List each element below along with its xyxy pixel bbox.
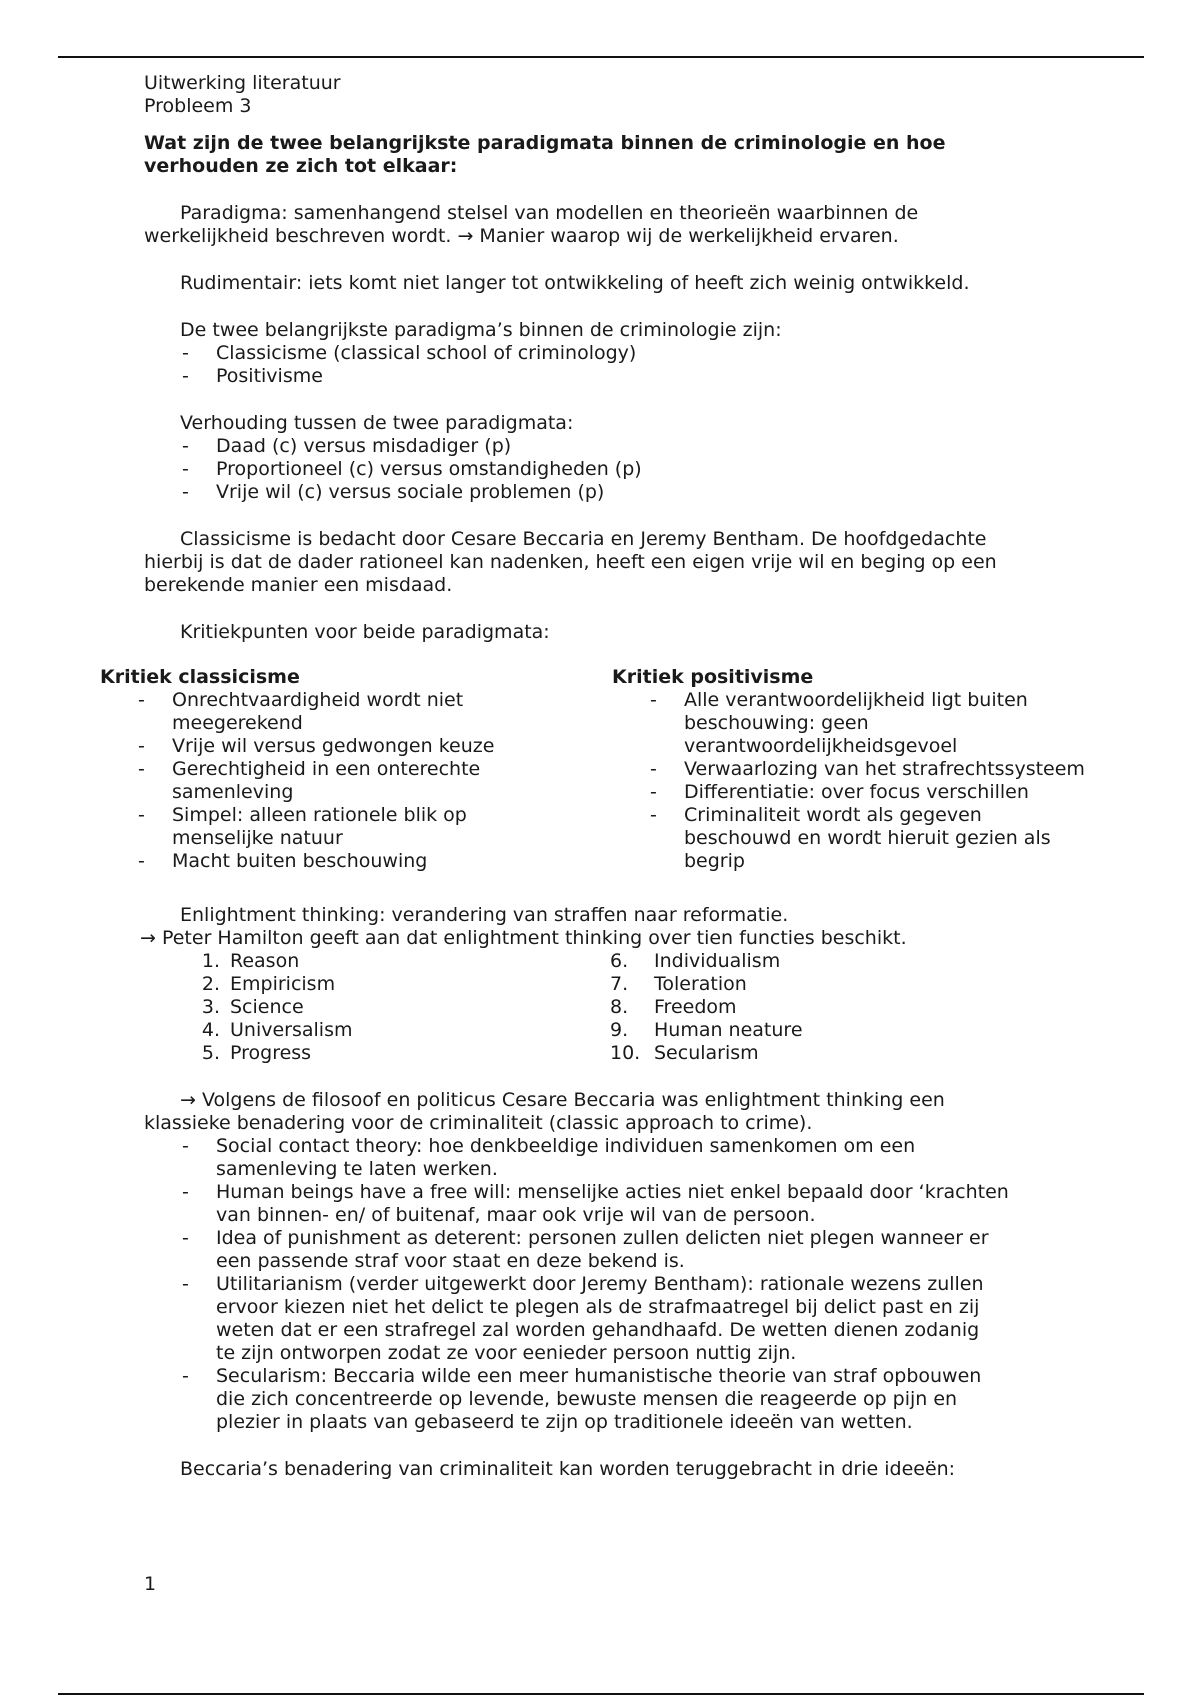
kritiek-positivisme-title: Kritiek positivisme (612, 666, 814, 688)
heading-line-1: Wat zijn de twee belangrijkste paradigmata binnen de criminologie en hoe (144, 132, 946, 154)
classicisme-line-2: hierbij is dat de dader rationeel kan nadenken, heeft een eigen vrije wil en beging op een (144, 551, 997, 573)
list-item: - Simpel: alleen rationele blik op menselijke natuur (136, 804, 570, 850)
list-item: 6. Individualism (610, 950, 781, 972)
classicisme-line-1: Classicisme is bedacht door Cesare Beccaria en Jeremy Bentham. De hoofdgedachte (180, 528, 987, 550)
list-item: - Onrechtvaardigheid wordt niet meegerekend (136, 689, 570, 735)
twee-paradigmas-intro: De twee belangrijkste paradigma’s binnen de criminologie zijn: (180, 319, 782, 341)
list-item: - Social contact theory: hoe denkbeeldige individuen samenkomen om een samenleving te laten werken. (180, 1135, 1084, 1181)
functies-left-column (190, 950, 352, 1065)
classicisme-line-3: berekende manier een misdaad. (144, 574, 453, 596)
list-item: - Alle verantwoordelijkheid ligt buiten beschouwing: geen verantwoordelijkheidsgevoel (648, 689, 1092, 758)
list-item: - Proportioneel (c) versus omstandigheden (p) (180, 458, 1084, 481)
list-item: 2. Empiricism (201, 973, 336, 995)
verhouding-list (144, 435, 1084, 504)
rudimentair-paragraph: Rudimentair: iets komt niet langer tot ontwikkeling of heeft zich weinig ontwikkeld. (180, 272, 970, 294)
functies-right-column (610, 950, 803, 1065)
drie-ideeen-paragraph: Beccaria’s benadering van criminaliteit kan worden teruggebracht in drie ideeën: (180, 1458, 956, 1480)
list-item: 8. Freedom (610, 996, 737, 1018)
kritiek-positivisme-column (612, 666, 1092, 873)
list-item: - Vrije wil (c) versus sociale problemen (p) (180, 481, 1084, 504)
list-item: - Human beings have a free will: menselijke acties niet enkel bepaald door ‘krachten van binnen- en/ of buitenaf, maar ook vrije wil van de persoon. (180, 1181, 1084, 1227)
verhouding-intro: Verhouding tussen de twee paradigmata: (180, 412, 574, 434)
doc-header-line-1: Uitwerking literatuur (144, 72, 341, 94)
list-item: 10. Secularism (610, 1042, 759, 1064)
kritiek-classicisme-title: Kritiek classicisme (100, 666, 300, 688)
beccaria-list (144, 1135, 1084, 1434)
list-item: - Positivisme (180, 365, 1084, 388)
kritiek-classicisme-column (100, 666, 570, 873)
list-item: 9. Human neature (610, 1019, 803, 1041)
list-item: 4. Universalism (201, 1019, 353, 1041)
kritiek-classicisme-list (100, 689, 570, 873)
classicisme-paragraph (144, 528, 1084, 597)
list-item: - Gerechtigheid in een onterechte samenleving (136, 758, 570, 804)
paradigma-paragraph (144, 202, 1084, 248)
list-item: - Verwaarlozing van het strafrechtssysteem (648, 758, 1092, 781)
document-page (100, 72, 1085, 1481)
list-item: 1. Reason (201, 950, 300, 972)
list-item: 7. Toleration (610, 973, 747, 995)
list-item: - Utilitarianism (verder uitgewerkt door Jeremy Bentham): rationale wezens zullen ervoor kiezen niet het delict te plegen als de strafmaatregel bij delict past en zij weten dat er een strafregel zal worden gehandhaafd. De wetten dienen zodanig te zijn ontworpen zodat ze voor eenieder persoon nuttig zijn. (180, 1273, 1084, 1365)
kritiekpunten-intro: Kritiekpunten voor beide paradigmata: (180, 621, 550, 643)
kritiek-columns (100, 666, 1140, 904)
enlightment-paragraph: Enlightment thinking: verandering van straffen naar reformatie. (180, 904, 789, 926)
list-item: - Vrije wil versus gedwongen keuze (136, 735, 570, 758)
kritiek-positivisme-list (612, 689, 1092, 873)
heading-line-2: verhouden ze zich tot elkaar: (144, 155, 458, 177)
top-rule (58, 56, 1144, 58)
bottom-rule (58, 1693, 1144, 1695)
list-item: - Idea of punishment as deterent: personen zullen delicten niet plegen wanneer er een passende straf voor staat en deze bekend is. (180, 1227, 1084, 1273)
list-item: - Macht buiten beschouwing (136, 850, 570, 873)
list-item: 5. Progress (201, 1042, 312, 1064)
volgens-line-1: → Volgens de filosoof en politicus Cesare Beccaria was enlightment thinking een (180, 1089, 945, 1111)
paradigma-line-2: werkelijkheid beschreven wordt. → Manier waarop wij de werkelijkheid ervaren. (144, 225, 899, 247)
list-item: - Criminaliteit wordt als gegeven beschouwd en wordt hieruit gezien als begrip (648, 804, 1092, 873)
list-item: - Differentiatie: over focus verschillen (648, 781, 1092, 804)
list-item: - Daad (c) versus misdadiger (p) (180, 435, 1084, 458)
paradigma-line-1: Paradigma: samenhangend stelsel van modellen en theorieën waarbinnen de (180, 202, 919, 224)
list-item: - Secularism: Beccaria wilde een meer humanistische theorie van straf opbouwen die zich concentreerde op levende, bewuste mensen die reageerde op pijn en plezier in plaats van gebaseerd te zijn op traditionele ideeën van wetten. (180, 1365, 1084, 1434)
page-number: 1 (144, 1573, 157, 1595)
doc-header-line-2: Probleem 3 (144, 95, 252, 117)
list-item: 3. Science (201, 996, 304, 1018)
volgens-line-2: klassieke benadering voor de criminaliteit (classic approach to crime). (144, 1112, 813, 1134)
list-item: - Classicisme (classical school of criminology) (180, 342, 1084, 365)
paradigma-list (144, 342, 1084, 388)
question-heading (144, 132, 1084, 178)
hamilton-line: → Peter Hamilton geeft aan dat enlightment thinking over tien functies beschikt. (140, 927, 907, 949)
volgens-paragraph (144, 1089, 1084, 1135)
functies-list (144, 950, 1084, 1065)
